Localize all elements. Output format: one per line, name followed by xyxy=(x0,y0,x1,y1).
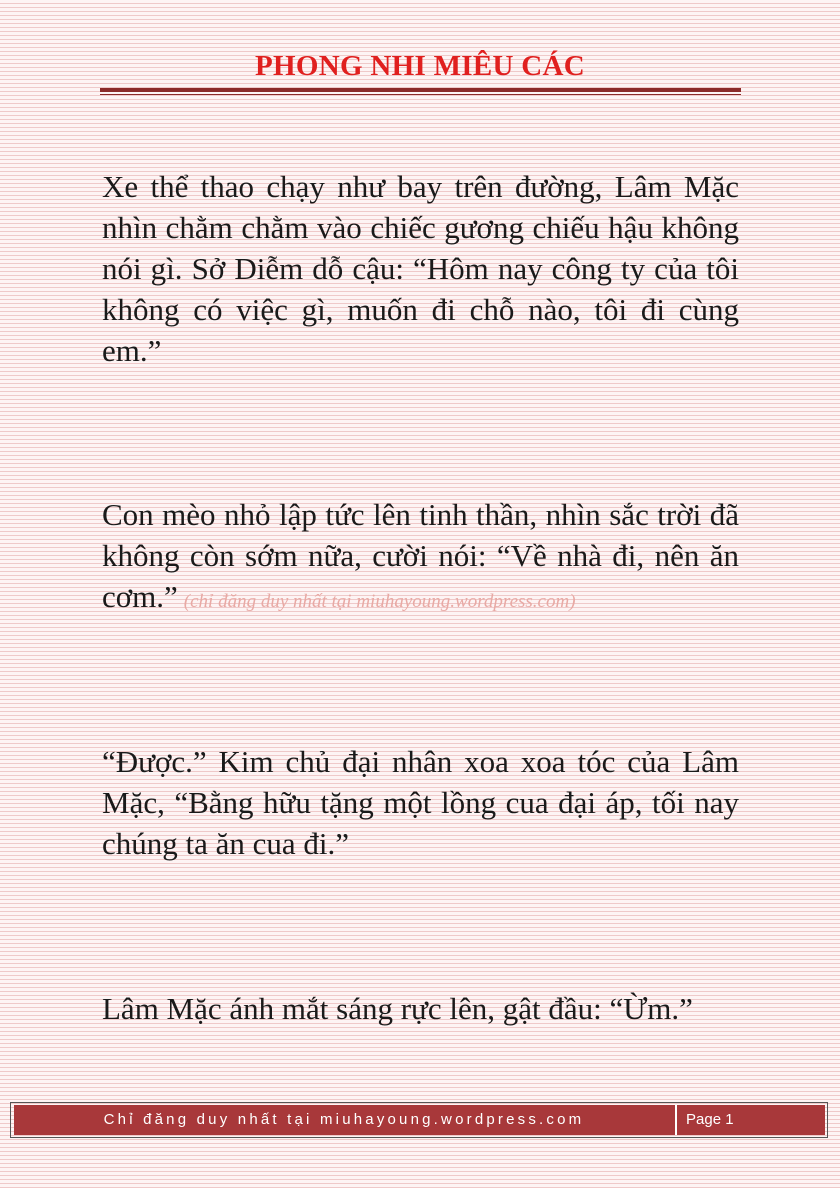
paragraph-text: Lâm Mặc ánh mắt sáng rực lên, gật đầu: “Ừm.” xyxy=(102,991,693,1026)
footer-divider xyxy=(675,1105,677,1135)
paragraph-1 xyxy=(102,166,739,371)
paragraph-text: Xe thể thao chạy như bay trên đường, Lâm Mặc nhìn chằm chằm vào chiếc gương chiếu hậu không nói gì. Sở Diễm dỗ cậu: “Hôm nay công ty của tôi không có việc gì, muốn đi chỗ nào, tôi đi cùng em.” xyxy=(102,169,739,368)
paragraph-4 xyxy=(102,988,739,1029)
paragraph-2 xyxy=(102,494,739,622)
footer-notice: Chỉ đăng duy nhất tại miuhayoung.wordpress.com xyxy=(103,1111,585,1128)
page-title: PHONG NHI MIÊU CÁC xyxy=(254,50,586,82)
paragraph-3 xyxy=(102,741,739,864)
page-number: Page 1 xyxy=(686,1111,734,1128)
header-rule-thin xyxy=(100,94,741,95)
watermark-note: (chỉ đăng duy nhất tại miuhayoung.wordpress.com) xyxy=(183,591,576,612)
header-rule xyxy=(100,88,741,92)
paragraph-text: Con mèo nhỏ lập tức lên tinh thần, nhìn sắc trời đã không còn sớm nữa, cười nói: “Về nhà đi, nên ăn cơm.” xyxy=(102,497,739,614)
paragraph-text: “Được.” Kim chủ đại nhân xoa xoa tóc của Lâm Mặc, “Bằng hữu tặng một lồng cua đại áp, tối nay chúng ta ăn cua đi.” xyxy=(102,744,739,861)
